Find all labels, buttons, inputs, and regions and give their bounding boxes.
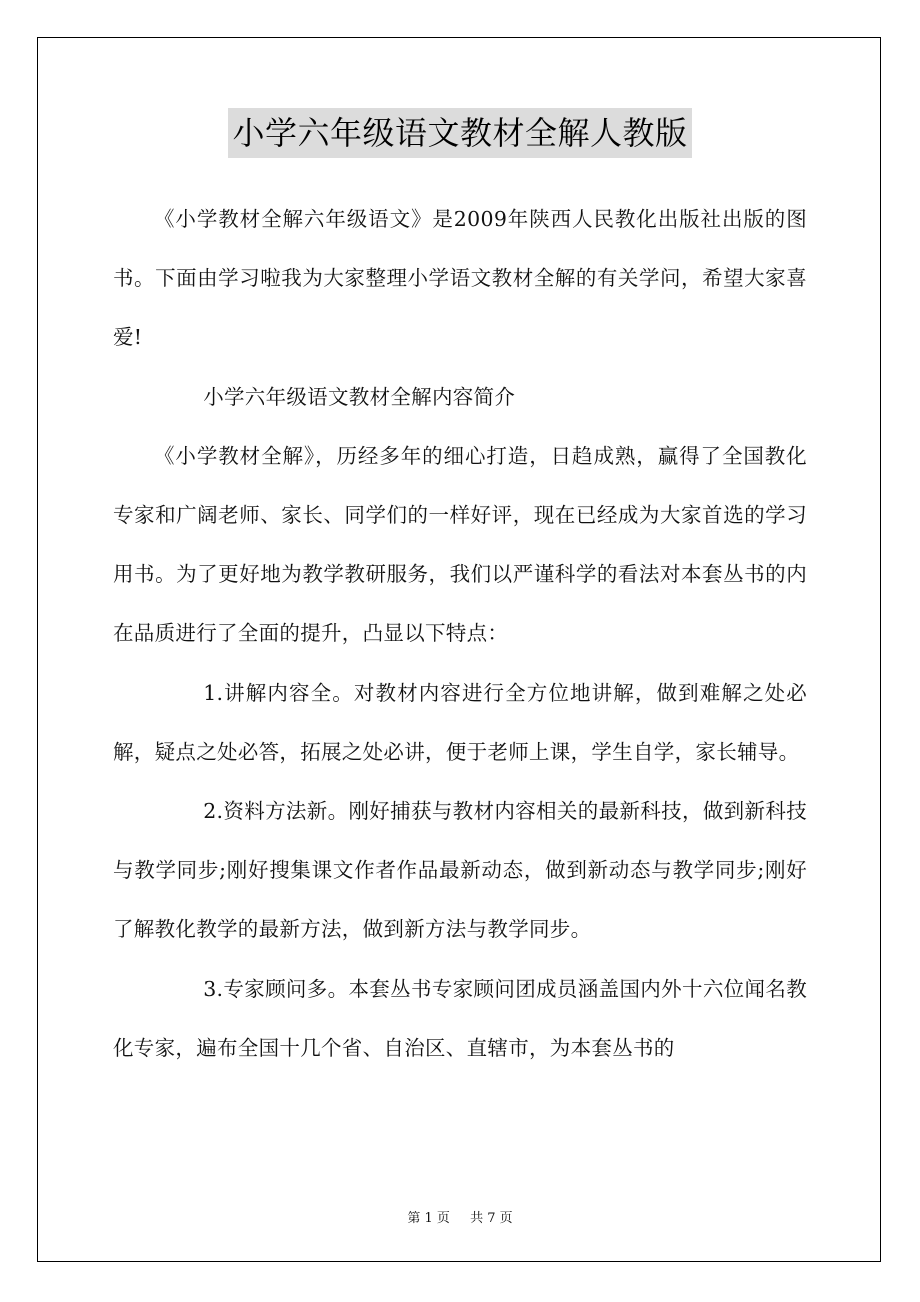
feature-item-1: 1.讲解内容全。对教材内容进行全方位地讲解，做到难解之处必解，疑点之处必答，拓展之处必讲，便于老师上课，学生自学，家长辅导。: [113, 680, 807, 764]
intro-paragraph: 《小学教材全解六年级语文》是2009年陕西人民教化出版社出版的图书。下面由学习啦我为大家整理小学语文教材全解的有关学问，希望大家喜爱!: [113, 207, 807, 350]
document-title: 小学六年级语文教材全解人教版: [228, 108, 691, 158]
feature-item-2: 2.资料方法新。刚好捕获与教材内容相关的最新科技，做到新科技与教学同步;刚好搜集课文作者作品最新动态，做到新动态与教学同步;刚好了解教化教学的最新方法，做到新方法与教学同步。: [113, 799, 807, 942]
document-body: [113, 190, 807, 1078]
section-heading: 小学六年级语文教材全解内容简介: [203, 384, 516, 409]
feature-item-3: 3.专家顾问多。本套丛书专家顾问团成员涵盖国内外十六位闻名教化专家，遍布全国十几个省、自治区、直辖市，为本套丛书的: [113, 976, 807, 1060]
overview-paragraph: 《小学教材全解》，历经多年的细心打造，日趋成熟，赢得了全国教化专家和广阔老师、家长、同学们的一样好评，现在已经成为大家首选的学习用书。为了更好地为教学教研服务，我们以严谨科学的看法对本套丛书的内在品质进行了全面的提升，凸显以下特点：: [113, 443, 807, 646]
total-pages: 共 7 页: [470, 1211, 513, 1226]
page-number: 第 1 页: [407, 1211, 450, 1226]
page-footer: [0, 1207, 920, 1226]
title-container: [0, 108, 920, 158]
